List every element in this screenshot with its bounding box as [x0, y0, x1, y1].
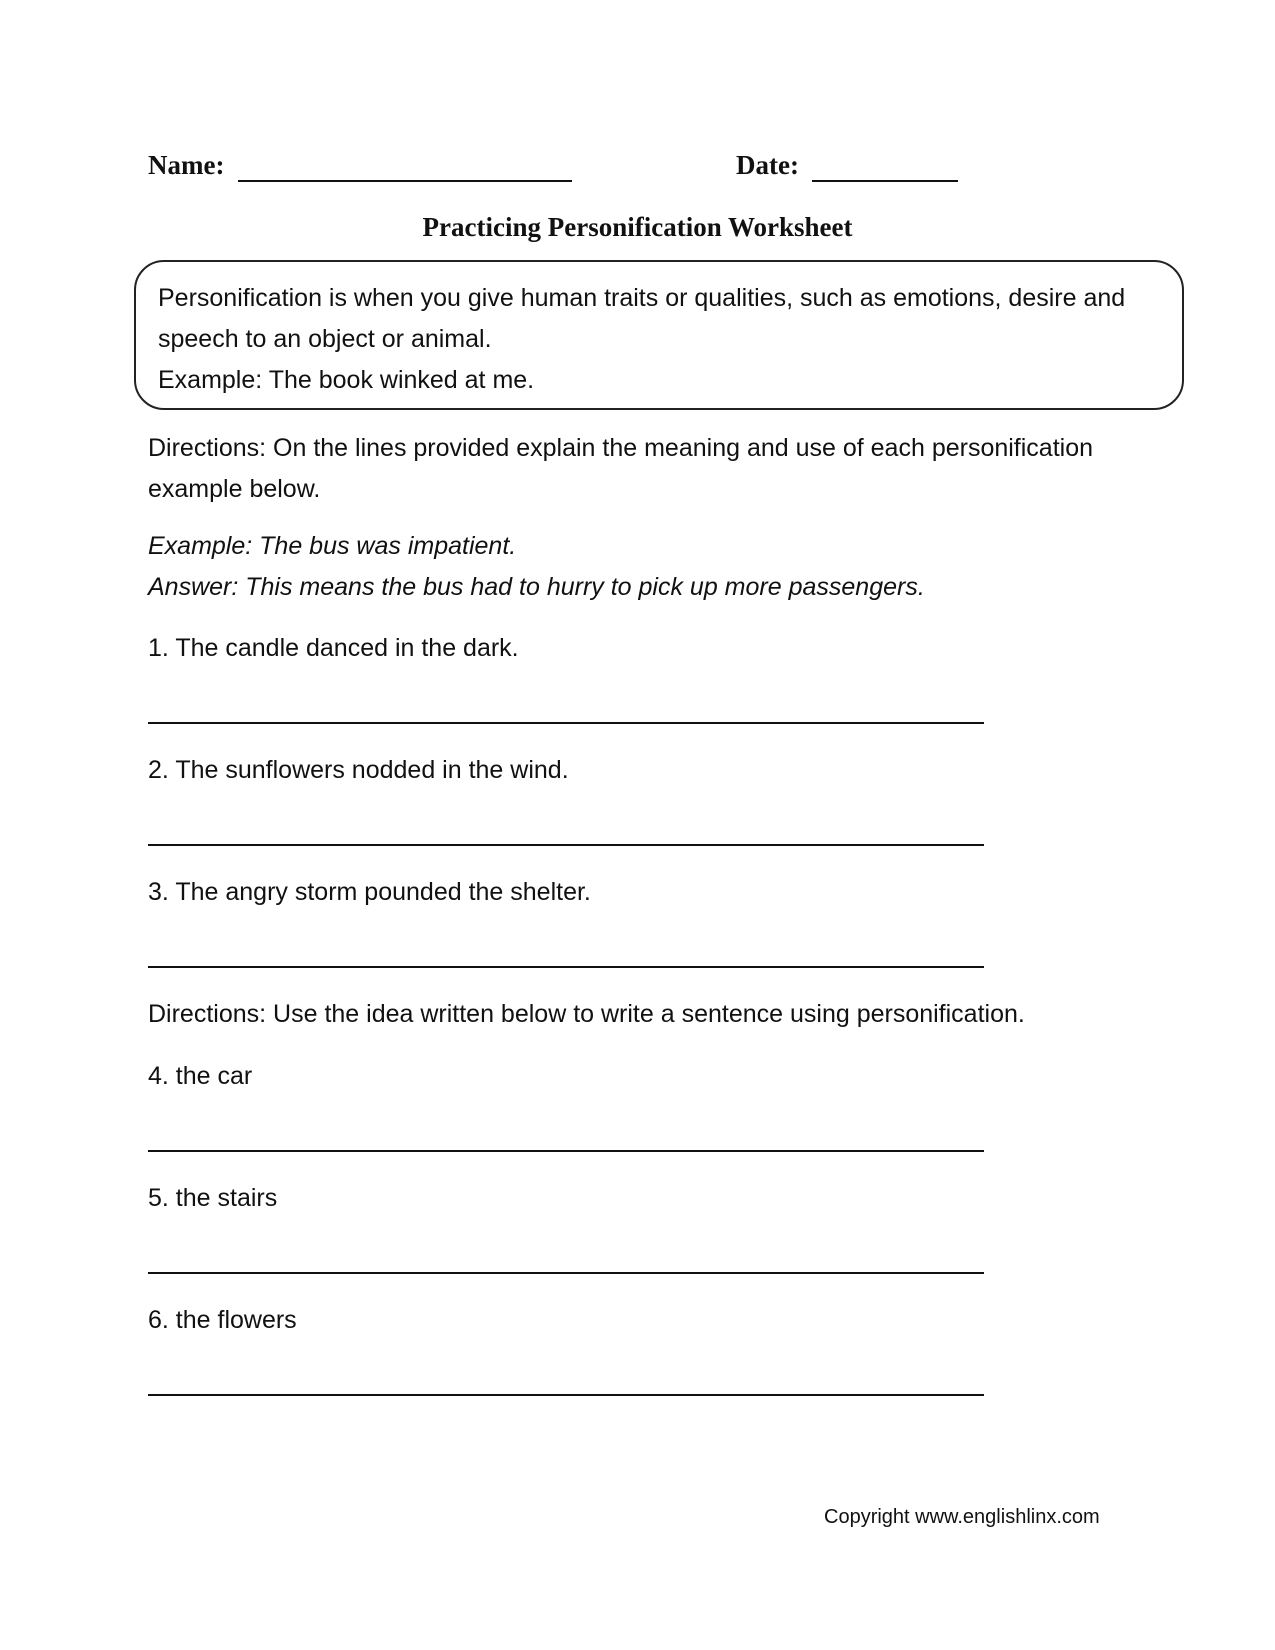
question-4: 4. the car [148, 1062, 253, 1090]
worked-answer: Answer: This means the bus had to hurry to pick up more passengers. [148, 573, 925, 601]
copyright-footer: Copyright www.englishlinx.com [824, 1506, 1100, 1528]
answer-line-3[interactable] [148, 966, 984, 968]
answer-line-2[interactable] [148, 844, 984, 846]
answer-line-1[interactable] [148, 722, 984, 724]
definition-box [134, 260, 1184, 410]
definition-text: Personification is when you give human traits or qualities, such as emotions, desire and speech to an object or animal. [158, 284, 1126, 353]
name-blank-line[interactable] [238, 180, 572, 182]
question-5: 5. the stairs [148, 1184, 278, 1212]
directions-part-1: Directions: On the lines provided explain the meaning and use of each personification example below. [148, 434, 1094, 503]
date-blank-line[interactable] [812, 180, 958, 182]
worked-example: Example: The bus was impatient. [148, 532, 517, 560]
name-label: Name: [148, 150, 225, 180]
question-1: 1. The candle danced in the dark. [148, 634, 519, 662]
question-3: 3. The angry storm pounded the shelter. [148, 878, 591, 906]
answer-line-4[interactable] [148, 1150, 984, 1152]
question-6: 6. the flowers [148, 1306, 297, 1334]
answer-line-6[interactable] [148, 1394, 984, 1396]
definition-example: Example: The book winked at me. [158, 366, 535, 394]
question-2: 2. The sunflowers nodded in the wind. [148, 756, 569, 784]
answer-line-5[interactable] [148, 1272, 984, 1274]
page-title: Practicing Personification Worksheet [422, 212, 853, 242]
directions-part-2: Directions: Use the idea written below to write a sentence using personification. [148, 1000, 1025, 1028]
date-label: Date: [736, 150, 799, 180]
